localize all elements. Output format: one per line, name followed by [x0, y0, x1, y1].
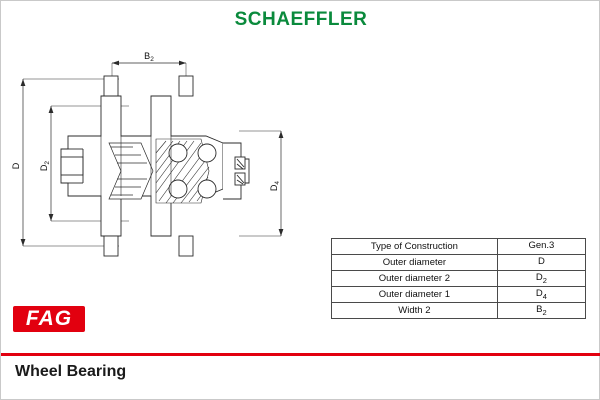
table-row — [332, 303, 586, 319]
dimension-label-d4: $D_4$ — [269, 180, 281, 192]
fag-logo — [13, 306, 85, 332]
dimension-label-d: D — [11, 162, 21, 170]
spec-value-text: D — [535, 272, 543, 284]
table-row — [332, 239, 586, 255]
spec-value — [497, 271, 585, 287]
spec-value — [497, 303, 585, 319]
spec-label: Width 2 — [332, 303, 498, 319]
schaeffler-logo-text: SCHAEFFLER — [234, 9, 368, 30]
dimension-b2 — [112, 61, 186, 93]
dimension-label-b2: $B_2$ — [144, 51, 154, 63]
spec-value-text: Gen.3 — [528, 240, 555, 252]
bearing-technical-drawing — [1, 31, 331, 301]
table-row — [332, 287, 586, 303]
table-row — [332, 271, 586, 287]
spec-value — [497, 287, 585, 303]
fag-logo-text: FAG — [25, 307, 73, 330]
dimension-label-d2: $D_2$ — [39, 160, 51, 172]
footer-divider — [1, 353, 600, 356]
spec-value-text: D — [537, 256, 545, 268]
spec-value-text: B — [536, 304, 543, 316]
spec-label: Outer diameter — [332, 255, 498, 271]
spec-value — [497, 239, 585, 255]
spec-label: Outer diameter 1 — [332, 287, 498, 303]
spec-value-text: D — [535, 288, 543, 300]
spec-label: Outer diameter 2 — [332, 271, 498, 287]
schaeffler-logo — [1, 9, 600, 31]
spec-value-subscript: 4 — [542, 291, 547, 301]
product-title: Wheel Bearing — [15, 363, 127, 380]
spec-value-subscript: 2 — [542, 307, 547, 317]
specification-table — [331, 238, 586, 319]
spec-value — [497, 255, 585, 271]
spec-label: Type of Construction — [332, 239, 498, 255]
spec-value-subscript: 2 — [542, 275, 547, 285]
table-row — [332, 255, 586, 271]
